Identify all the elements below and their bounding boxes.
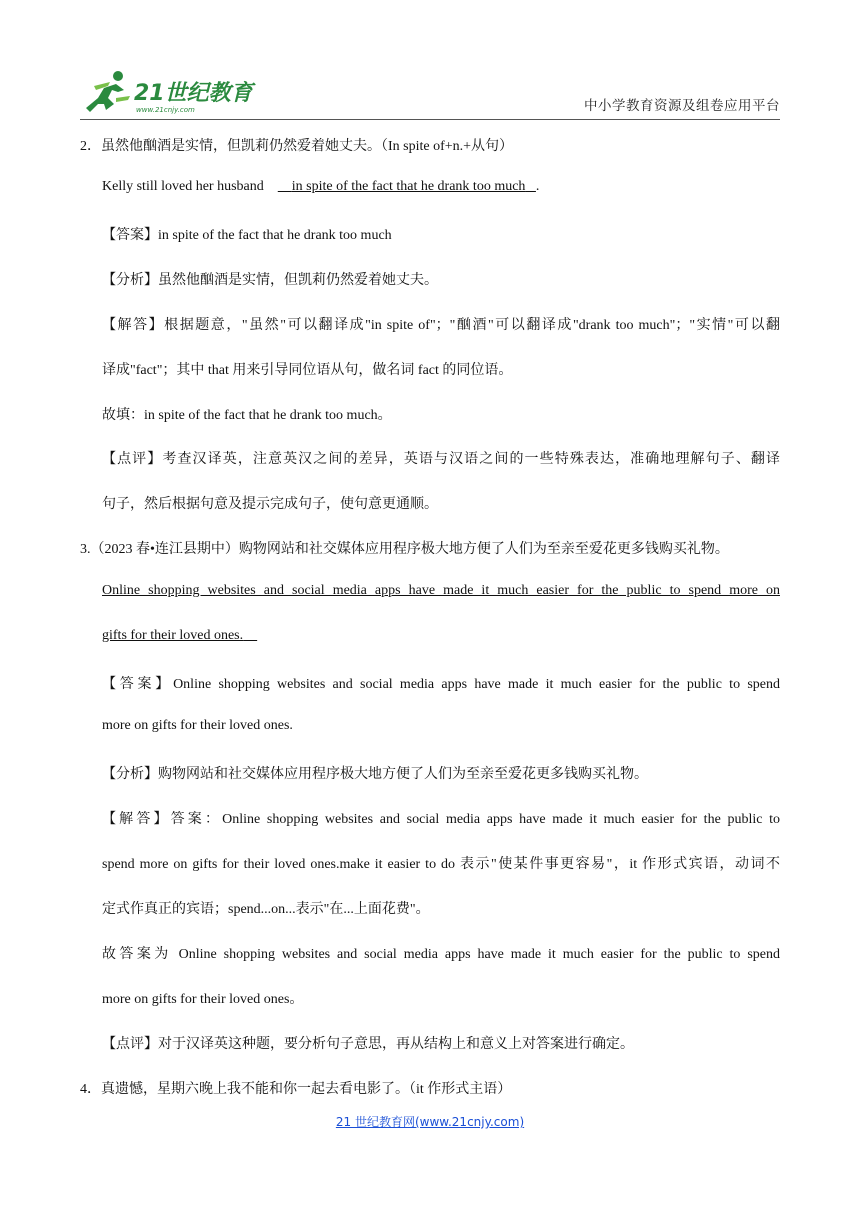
logo xyxy=(80,68,260,114)
q3-stem: 3.（2023 春•连江县期中）购物网站和社交媒体应用程序极大地方便了人们为至亲至爱花更多钱购买礼物。 xyxy=(80,542,729,557)
footer-link[interactable]: 21 世纪教育网(www.21cnjy.com) xyxy=(335,1115,525,1129)
platform-title: 中小学教育资源及组卷应用平台 xyxy=(584,98,780,114)
q3-explain-1: 【解答】答案：Online shopping websites and social media apps have made it much easier for the public to xyxy=(102,812,780,827)
q3-explain-3: 定式作真正的宾语；spend...on...表示"在...上面花费"。 xyxy=(102,902,430,917)
header-divider xyxy=(80,119,780,120)
q3-final-2: more on gifts for their loved ones。 xyxy=(102,992,304,1007)
q2-stem: 2．虽然他酗酒是实情，但凯莉仍然爱着她丈夫。（In spite of+n.+从句） xyxy=(80,139,514,154)
q2-fill-prefix: Kelly still loved her husband xyxy=(102,179,264,194)
q3-answer-1: 【答案】Online shopping websites and social media apps have made it much easier for the public to spend xyxy=(102,677,780,692)
q3-analysis: 【分析】购物网站和社交媒体应用程序极大地方便了人们为至亲至爱花更多钱购买礼物。 xyxy=(102,767,648,782)
q3-answer-2: more on gifts for their loved ones. xyxy=(102,718,293,733)
q2-fill-answer: in spite of the fact that he drank too much xyxy=(291,179,526,194)
q2-comment-2: 句子，然后根据句意及提示完成句子，使句意更通顺。 xyxy=(102,497,438,512)
logo-text: 21世纪教育 xyxy=(134,81,253,106)
logo-url-text: www.21cnjy.com xyxy=(136,106,195,114)
q2-fill-note: 故填：in spite of the fact that he drank too much。 xyxy=(102,408,392,423)
q2-answer: 【答案】in spite of the fact that he drank too much xyxy=(102,228,392,243)
page-header xyxy=(80,62,780,120)
q3-fill-2: gifts for their loved ones. xyxy=(102,628,244,643)
q2-fill-line xyxy=(102,179,539,195)
q2-analysis: 【分析】虽然他酗酒是实情，但凯莉仍然爱着她丈夫。 xyxy=(102,273,438,288)
q2-explain-2: 译成"fact"；其中 that 用来引导同位语从句，做名词 fact 的同位语。 xyxy=(102,363,513,378)
q3-final-1: 故答案为 Online shopping websites and social media apps have made it much easier for the public to spend xyxy=(102,947,780,962)
q3-fill-1: Online shopping websites and social media apps have made it much easier for the public to spend more on xyxy=(102,583,780,598)
q2-fill-suffix: . xyxy=(535,179,540,194)
q2-comment-1: 【点评】考查汉译英，注意英汉之间的差异，英语与汉语之间的一些特殊表达，准确地理解句子、翻译 xyxy=(102,452,780,467)
q3-explain-2: spend more on gifts for their loved ones.make it easier to do 表示"使某件事更容易"，it 作形式宾语，动词不 xyxy=(102,857,780,872)
runner-logo-icon xyxy=(80,68,260,114)
q4-stem: 4．真遗憾，星期六晚上我不能和你一起去看电影了。（it 作形式主语） xyxy=(80,1082,512,1097)
q2-explain-1: 【解答】根据题意，"虽然"可以翻译成"in spite of"；"酗酒"可以翻译成"drank too much"；"实情"可以翻 xyxy=(102,318,780,333)
q3-comment: 【点评】对于汉译英这种题，要分析句子意思，再从结构上和意义上对答案进行确定。 xyxy=(102,1037,634,1052)
